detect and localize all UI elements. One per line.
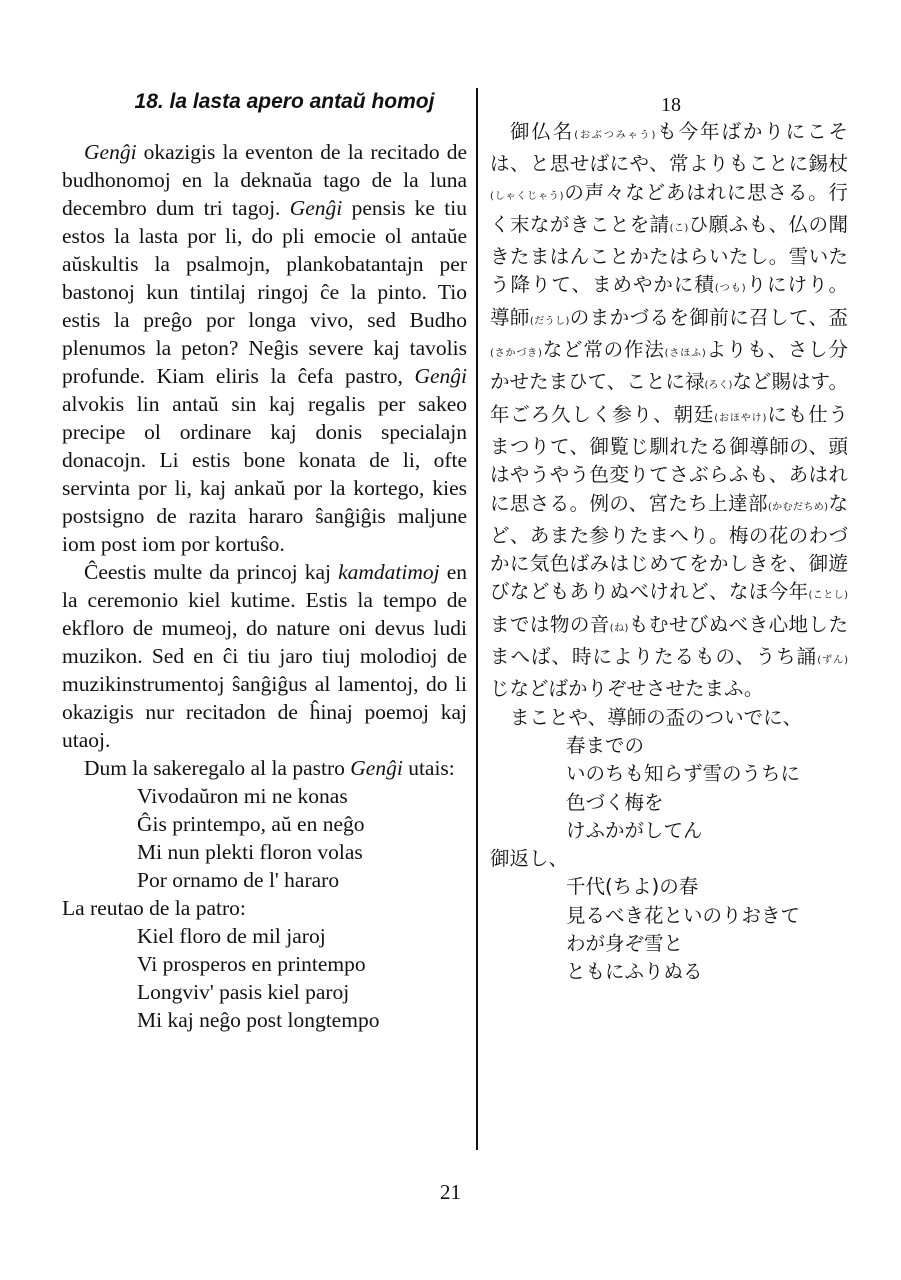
text-run: の春 [659,875,699,899]
furigana: (おほやけ) [714,412,767,424]
poem-line: Vi prosperos en printempo [137,952,366,976]
text-run: までは物の音 [490,612,610,636]
paragraph-1 [62,138,467,558]
italic-term: Genĝi [84,140,137,164]
italic-term: Genĝi [414,364,467,388]
text-run: utais: [402,756,455,780]
verse-line: いのちも知らず雪のうちに [566,762,801,786]
furigana: (つも) [714,283,746,295]
italic-term: Genĝi [289,196,343,220]
text-run: もむせびぬべき心地したまへば、時によりたるもの、うち誦 [490,612,848,669]
paragraph-3 [62,754,467,782]
furigana: (ちよ) [605,875,660,899]
page-number: 21 [440,1180,461,1204]
furigana: (だうし) [529,315,570,327]
furigana: (ね) [609,622,629,634]
reply-intro: La reutao de la patro: [62,896,246,920]
column-divider [476,88,478,1150]
chapter-title: 18. la lasta apero antaŭ homoj [134,90,435,113]
poem-line: Por ornamo de l' hararo [137,868,340,892]
text-run: にも仕うまつりて、御覧じ馴れたる御導師の、頭はやうやう色変りてさぶらふも、あはれに思さる。例の、宮たち上達部 [490,402,848,515]
furigana: (ことし) [808,590,848,602]
japanese-reply: 御返し、 [490,847,569,871]
furigana: (ずん) [817,655,848,667]
text-run: など、あまた参りたまへり。梅の花のわづかに気色ばみはじめてをかしきを、御遊びなどもありぬべけれど、なほ今年 [490,491,848,604]
poem-priest [62,922,467,1034]
text-run: 千代 [566,875,606,899]
text-run: Dum la sakeregalo al la pastro [84,756,351,780]
text-run: のまかづるを御前に召して、盃 [569,305,848,329]
text-run: Ĉeestis multe da princoj kaj [84,560,339,584]
text-run: ひ願ふも、仏の聞きたまはんことかたはらいたし。雪いたう降りて、まめやかに積 [490,212,848,297]
poem-line: Longviv' pasis kiel paroj [137,980,350,1004]
verse-line: 見るべき花といのりおきて [566,903,801,927]
text-run: okazigis la eventon de la recitado de budhonomoj en la deknaŭa tago de la luna decembro dum tri tagoj. [62,140,467,220]
poem-line: Mi kaj neĝo post longtempo [137,1008,380,1032]
esperanto-column [62,88,467,1034]
poem-line: Kiel floro de mil jaroj [137,924,326,948]
poem-genji [62,782,467,894]
verse-line: わが身ぞ雪と [566,932,684,956]
text-run: など賜はす。年ごろ久しく参り、朝廷 [490,370,848,426]
text-run: 御仏名 [510,120,575,143]
japanese-intro: まことや、導師の盃のついでに、 [510,705,803,729]
furigana: (かむだちめ) [767,501,829,513]
text-run: alvokis lin antaŭ sin kaj regalis per sakeo precipe ol ordinare kaj donis specialajn donacojn. Li estis bone konata de li, ofte servinta por li, kaj ankaŭ por la kortego, kies postsigno de razita hararo ŝanĝiĝis maljune iom post iom por kortuŝo. [62,392,467,556]
poem-line: Vivodaŭron mi ne konas [137,784,348,808]
furigana: (さかづき) [490,348,542,360]
text-run: の声々などあはれに思さる。行く末ながきことを請 [490,180,848,236]
verse-line: 色づく梅を [566,790,664,814]
japanese-prose [490,118,848,704]
text-run: りにけり。導師 [490,273,848,329]
verse-line: 春までの [566,733,645,757]
original-section-number: 18 [661,94,681,116]
poem-line: Ĝis printempo, aŭ en neĝo [137,812,365,836]
furigana: (しゃくじゃう) [490,190,564,202]
text-run: じなどばかりぞせさせたまふ。 [490,677,764,701]
furigana: (さほふ) [664,348,706,360]
verse-line [566,873,848,901]
italic-term: kamdatimoj [338,560,440,584]
verse-line: ともにふりぬる [566,960,703,984]
paragraph-2 [62,558,467,754]
furigana: (おぶつみゃう) [574,130,656,141]
text-run: よりも、さし分かせたまひて、ことに禄 [490,338,848,394]
text-run: も今年ばかりにこそは、と思せばにや、常よりもことに錫杖 [490,120,848,176]
text-run: en la ceremonio kiel kutime. Estis la tempo de ekfloro de mumeoj, do nature oni devus ludi muzikon. Sed en ĉi tiu jaro tiuj molodioj de muzikinstrumentoj ŝanĝiĝus al lamentoj, do li okazigis nur recitadon de ĥinaj poemoj kaj utaoj. [62,560,467,752]
text-run: pensis ke tiu estos la lasta por li, do pli emocie ol antaŭe aŭskultis la psalmojn, plankobatantajn per bastonoj kun tintilaj ringoj ĉe la pinto. Tio estis la preĝo por longa vivo, sed Budho plenumos la peton? Neĝis severe kaj tavolis profunde. Kiam eliris la ĉefa pastro, [62,196,467,388]
furigana: (こ) [669,222,689,234]
text-run: など常の作法 [541,338,665,362]
verse-line: けふかがしてん [566,818,703,842]
japanese-verse-2 [490,873,848,986]
furigana: (ろく) [704,380,733,392]
japanese-verse-1 [490,732,848,845]
italic-term: Genĝi [350,756,403,780]
japanese-column [490,92,848,987]
poem-line: Mi nun plekti floron volas [137,840,363,864]
